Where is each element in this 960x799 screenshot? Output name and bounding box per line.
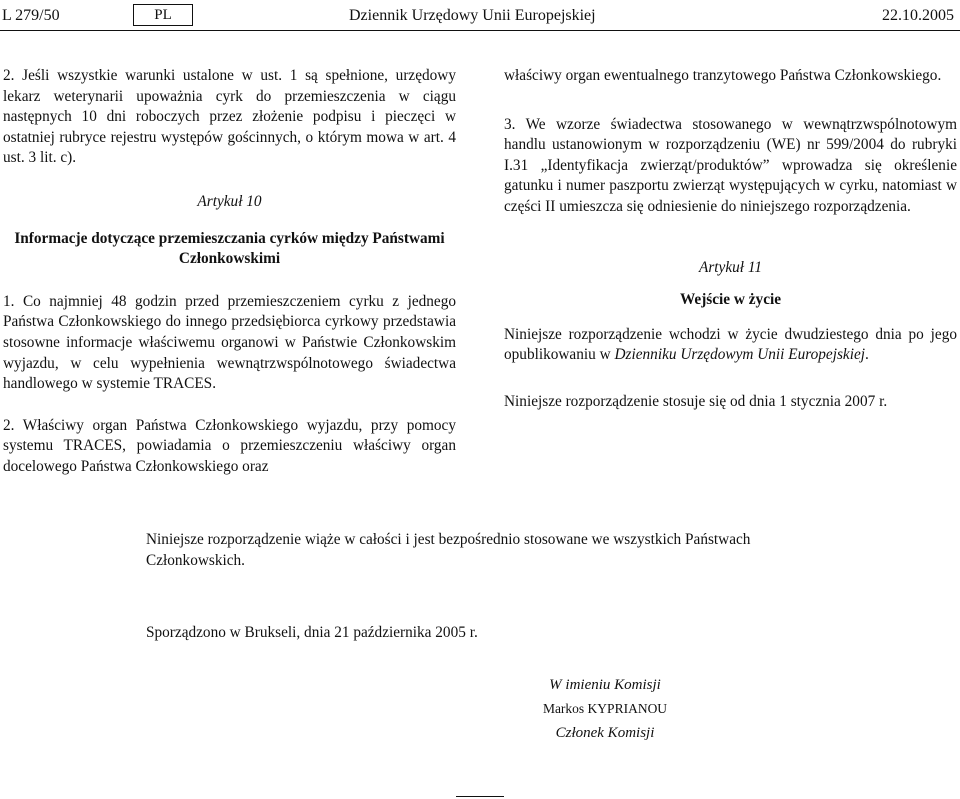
paragraph-3: 3. We wzorze świadectwa stosowanego w wewnątrzwspólnotowym handlu ustanowionym w rozporządzeniu (WE) nr 599/2004 do rubryki I.31 „Identyfikacja zwierząt/produktów” wprowadza się określenie gatunku i numer paszportu zwierząt występujących w cyrku, natomiast w części II umieszcza się odniesienie do niniejszego rozporządzenia. (504, 115, 957, 215)
article-10-title: Artykuł 10 (197, 192, 262, 210)
article-10-paragraph-2: 2. Właściwy organ Państwa Członkowskiego wyjazdu, przy pomocy systemu TRACES, powiadamia o przemieszczeniu właściwy organ docelowego Państwa Członkowskiego oraz (3, 416, 456, 475)
footnote-rule (456, 796, 504, 797)
article-10-paragraph-1: 1. Co najmniej 48 godzin przed przemieszczeniem cyrku z jednego Państwa Członkowskiego do innego przedsiębiorca cyrkowy przedstawia stosowne informacje właściwemu organowi w Państwie Członkowskim wyjazdu, w celu wypełnienia wewnątrzwspólnotowego świadectwa handlowego w systemie TRACES. (3, 292, 456, 393)
sentence-end: . (865, 346, 869, 364)
article-11-text: Niniejsze rozporządzenie wchodzi w życie dwudziestego dnia po jego opublikowaniu w (504, 325, 957, 364)
left-column (3, 66, 456, 478)
journal-title: Dziennik Urzędowy Unii Europejskiej (349, 7, 596, 24)
binding-clause: Niniejsze rozporządzenie wiąże w całości i jest bezpośrednio stosowane we wszystkich Państwach Członkowskich. (146, 531, 751, 569)
language-box: PL (133, 4, 193, 26)
article-10-heading: Informacje dotyczące przemieszczania cyrków między Państwami Członkowskimi (14, 229, 445, 268)
header-rule (0, 30, 960, 31)
publication-date: 22.10.2005 (882, 7, 954, 24)
continued-paragraph: właściwy organ ewentualnego tranzytowego Państwa Członkowskiego. (504, 67, 942, 84)
signature-block (505, 674, 705, 744)
paragraph-2: 2. Jeśli wszystkie warunki ustalone w ust. 1 są spełnione, urzędowy lekarz weterynarii upoważnia cyrk do przemieszczenia w ciągu następnych 10 dni roboczych przez złożenie podpisu i pieczęci w ostatniej rubryce rejestru występów gościnnych, o którym mowa w art. 4 ust. 3 lit. c). (3, 67, 456, 167)
right-column (504, 66, 957, 413)
page-header (0, 6, 960, 30)
article-11-paragraph-2: Niniejsze rozporządzenie stosuje się od dnia 1 stycznia 2007 r. (504, 392, 888, 410)
signatory-name: Markos KYPRIANOU (542, 701, 668, 716)
done-at-clause: Sporządzono w Brukseli, dnia 21 października 2005 r. (146, 624, 478, 641)
signatory-role: Członek Komisji (555, 725, 655, 741)
journal-name: Dzienniku Urzędowym Unii Europejskiej (614, 346, 866, 364)
page-reference: L 279/50 (2, 7, 60, 24)
article-11-heading: Wejście w życie (679, 291, 782, 309)
on-behalf-line: W imieniu Komisji (549, 677, 661, 693)
article-11-paragraph-1 (504, 325, 957, 366)
article-11-title: Artykuł 11 (698, 258, 762, 276)
